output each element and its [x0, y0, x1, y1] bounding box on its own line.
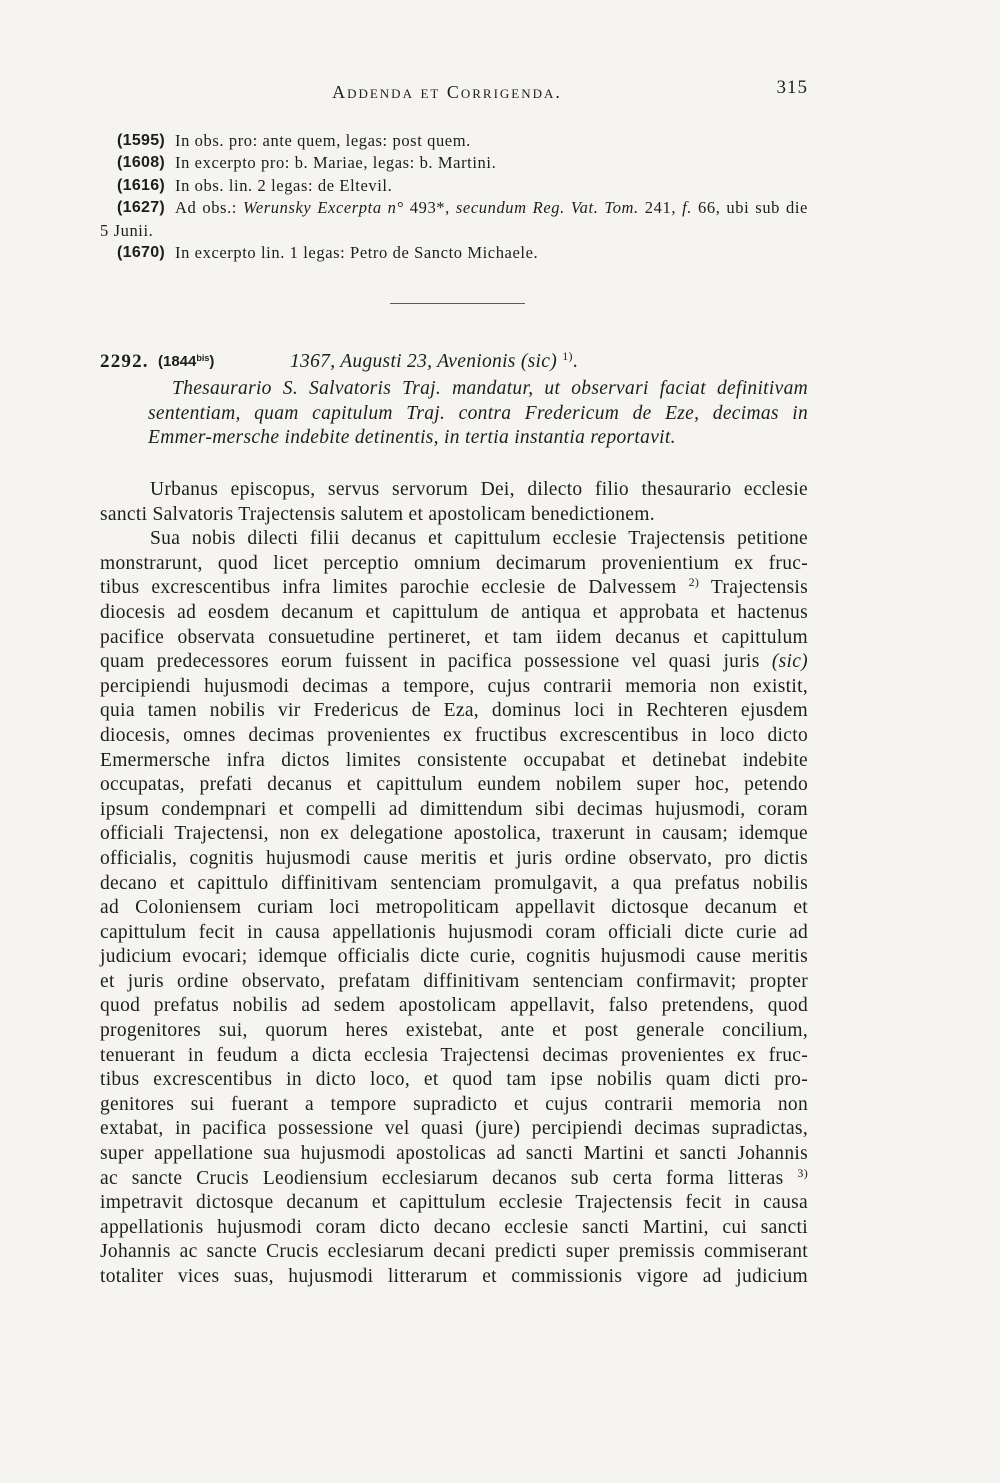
text-segment: tibus excrescentibus infra limites parochie ecclesie de Dalvessem [100, 577, 677, 599]
text-line: impetravit dictosque decanum et capittulum ecclesie Trajectensis fecit in causa [100, 1192, 808, 1214]
text-line: ad Coloniensem curiam loci metropoliticam appellavit dictosque decanum et [100, 897, 808, 919]
text-segment: quam predecessores eorum fuissent in pacifica possessione vel quasi juris [100, 651, 760, 673]
corrigendum-citation: Werunsky Excerpta n° [243, 198, 404, 218]
summary-line: Thesaurario S. Salvatoris Traj. mandatur, ut observari faciat definitivam [172, 378, 808, 399]
corrigendum-ref: (1595) [117, 132, 166, 149]
footnote-marker: 3) [797, 1165, 808, 1180]
corrigendum-part: Ad obs.: [175, 198, 237, 218]
text-line: progenitores sui, quorum heres existebat, ante et post generale concilium, [100, 1020, 808, 1042]
text-line: genitores sui fuerant a tempore supradicto et cujus contrarii memoria non [100, 1093, 808, 1115]
corrigendum-part: 66, ubi sub die [698, 198, 808, 218]
entry-date-text: 1367, Augusti 23, Avenionis (sic) [290, 351, 557, 372]
text-line: occupatas, prefati decanus et capittulum eundem nobilem super hoc, petendo [100, 774, 808, 796]
page-number: 315 [776, 77, 808, 98]
text-line: appellationis hujusmodi coram dicto decano ecclesie sancti Martini, cui sancti [100, 1216, 808, 1238]
text-line: ipsum condempnari et compelli ad dimittendum sibi decimas hujusmodi, coram [100, 798, 808, 820]
corrigendum-citation: secundum Reg. Vat. Tom. [455, 198, 639, 218]
entry-old-number-sup: bis [196, 353, 210, 363]
entry-heading [100, 350, 808, 374]
entry-old-number-close: ) [209, 353, 215, 370]
running-title: Addenda et Corrigenda. [332, 82, 562, 102]
text-segment: ac sancte Crucis Leodiensium ecclesiarum decanos sub certa forma litteras [100, 1167, 784, 1189]
text-line: percipiendi hujusmodi decimas a tempore, cujus contrarii memoria non existit, [100, 675, 808, 697]
text-line: diocesis, omnes decimas provenientes ex fructibus excrescentibus in loco dicto [100, 724, 808, 746]
entry-date [290, 350, 578, 374]
text-line: Emermersche infra dictos limites consistente occupabat et detinebat indebite [100, 749, 808, 771]
corrigendum-item [100, 130, 808, 152]
text-line: pacifice observata consuetudine pertineret, et tam iidem decanus et capittulum [100, 626, 808, 648]
text-line: tenuerant in feudum a dicta ecclesia Trajectensi decimas provenientes ex fruc- [100, 1044, 808, 1066]
summary-line: sententiam, quam capitulum Traj. contra Fredericum de Eze, decimas in [148, 402, 808, 424]
entry-old-number [158, 350, 214, 374]
corrigendum-item [100, 152, 808, 174]
corrigendum-text: In obs. lin. 2 legas: de Eltevil. [175, 175, 393, 195]
text-line [100, 650, 808, 675]
text-line: totaliter vices suas, hujusmodi litterarum et commissionis vigore ad judicium [100, 1266, 808, 1287]
entry-date-end: . [572, 351, 578, 372]
text-segment: Trajectensis [710, 577, 808, 599]
corrigendum-text: In excerpto lin. 1 legas: Petro de Sancto Michaele. [175, 242, 539, 262]
corrigendum-ref: (1627) [117, 199, 166, 217]
corrigendum-item [100, 175, 808, 197]
text-line: extabat, in pacifica possessione vel quasi (jure) percipiendi decimas supradictas, [100, 1118, 808, 1140]
corrigendum-citation: f. [682, 198, 692, 218]
text-line: super appellatione sua hujusmodi apostolicas ad sancti Martini et sancti Johannis [100, 1143, 808, 1165]
section-rule [390, 303, 525, 304]
entry-summary [148, 377, 808, 451]
text-line: capittulum fecit in causa appellationis hujusmodi coram officiali dicte curie ad [100, 921, 808, 943]
text-line: sancti Salvatoris Trajectensis salutem et apostolicam benedictionem. [100, 503, 655, 525]
text-line: officiali Trajectensi, non ex delegatione apostolica, traxerunt in causam; idemque [100, 823, 808, 845]
text-line: decano et capittulo diffinitivam sentenciam promulgavit, a qua prefatus nobilis [100, 872, 808, 894]
corrigenda-list [100, 130, 808, 264]
entry-number: 2292. [100, 351, 149, 372]
corrigendum-text: In excerpto pro: b. Mariae, legas: b. Martini. [175, 153, 497, 173]
corrigendum-item [100, 242, 808, 264]
text-line [100, 576, 808, 601]
text-line: Urbanus episcopus, servus servorum Dei, dilecto filio thesaurario ecclesie [150, 479, 808, 500]
corrigendum-ref: (1616) [117, 176, 166, 194]
text-line: et juris ordine observato, prefatam diffinitivam sentenciam confirmavit; propter [100, 970, 808, 992]
corrigendum-continuation [100, 220, 808, 242]
footnote-marker: 1) [562, 349, 573, 363]
text-line [100, 1167, 808, 1192]
text-line: officialis, cognitis hujusmodi cause meritis et juris ordine observato, pro dictis [100, 847, 808, 869]
corrigendum-part: 493*, [409, 198, 450, 218]
text-line: quod prefatus nobilis ad sedem apostolicam appellavit, falso pretendens, quod [100, 995, 808, 1017]
text-line: quia tamen nobilis vir Fredericus de Eza, dominus loci in Rechteren ejusdem [100, 700, 808, 722]
text-line: Johannis ac sancte Crucis ecclesiarum decani predicti super premissis commiserant [100, 1241, 808, 1263]
text-line: Sua nobis dilecti filii decanus et capittulum ecclesie Trajectensis petitione [150, 528, 808, 550]
corrigendum-text: In obs. pro: ante quem, legas: post quem. [175, 131, 471, 150]
corrigendum-item [100, 197, 808, 219]
corrigendum-ref: (1670) [117, 243, 166, 261]
text-line: monstrarunt, quod licet perceptio omnium decimarum provenientium ex fruc- [100, 552, 808, 574]
entry-text [100, 478, 808, 1290]
corrigendum-text [175, 197, 808, 219]
corrigendum-part: 241, [644, 198, 677, 218]
corrigendum-ref: (1608) [117, 154, 166, 172]
text-line: judicium evocari; idemque officialis dicte curie, cognitis hujusmodi cause meritis [100, 946, 808, 968]
footnote-marker: 2) [688, 575, 700, 590]
sic-note: (sic) [771, 651, 808, 673]
entry-old-number-text: (1844 [158, 353, 197, 370]
text-line: tibus excrescentibus in dicto loco, et quod tam ipse nobilis quam dicti pro- [100, 1069, 808, 1091]
summary-line: Emmer-mersche indebite detinentis, in tertia instantia reportavit. [148, 427, 676, 448]
text-line: diocesis ad eosdem decanum et capittulum de antiqua et approbata et hactenus [100, 601, 808, 623]
corrigendum-text: 5 Junii. [100, 220, 154, 240]
